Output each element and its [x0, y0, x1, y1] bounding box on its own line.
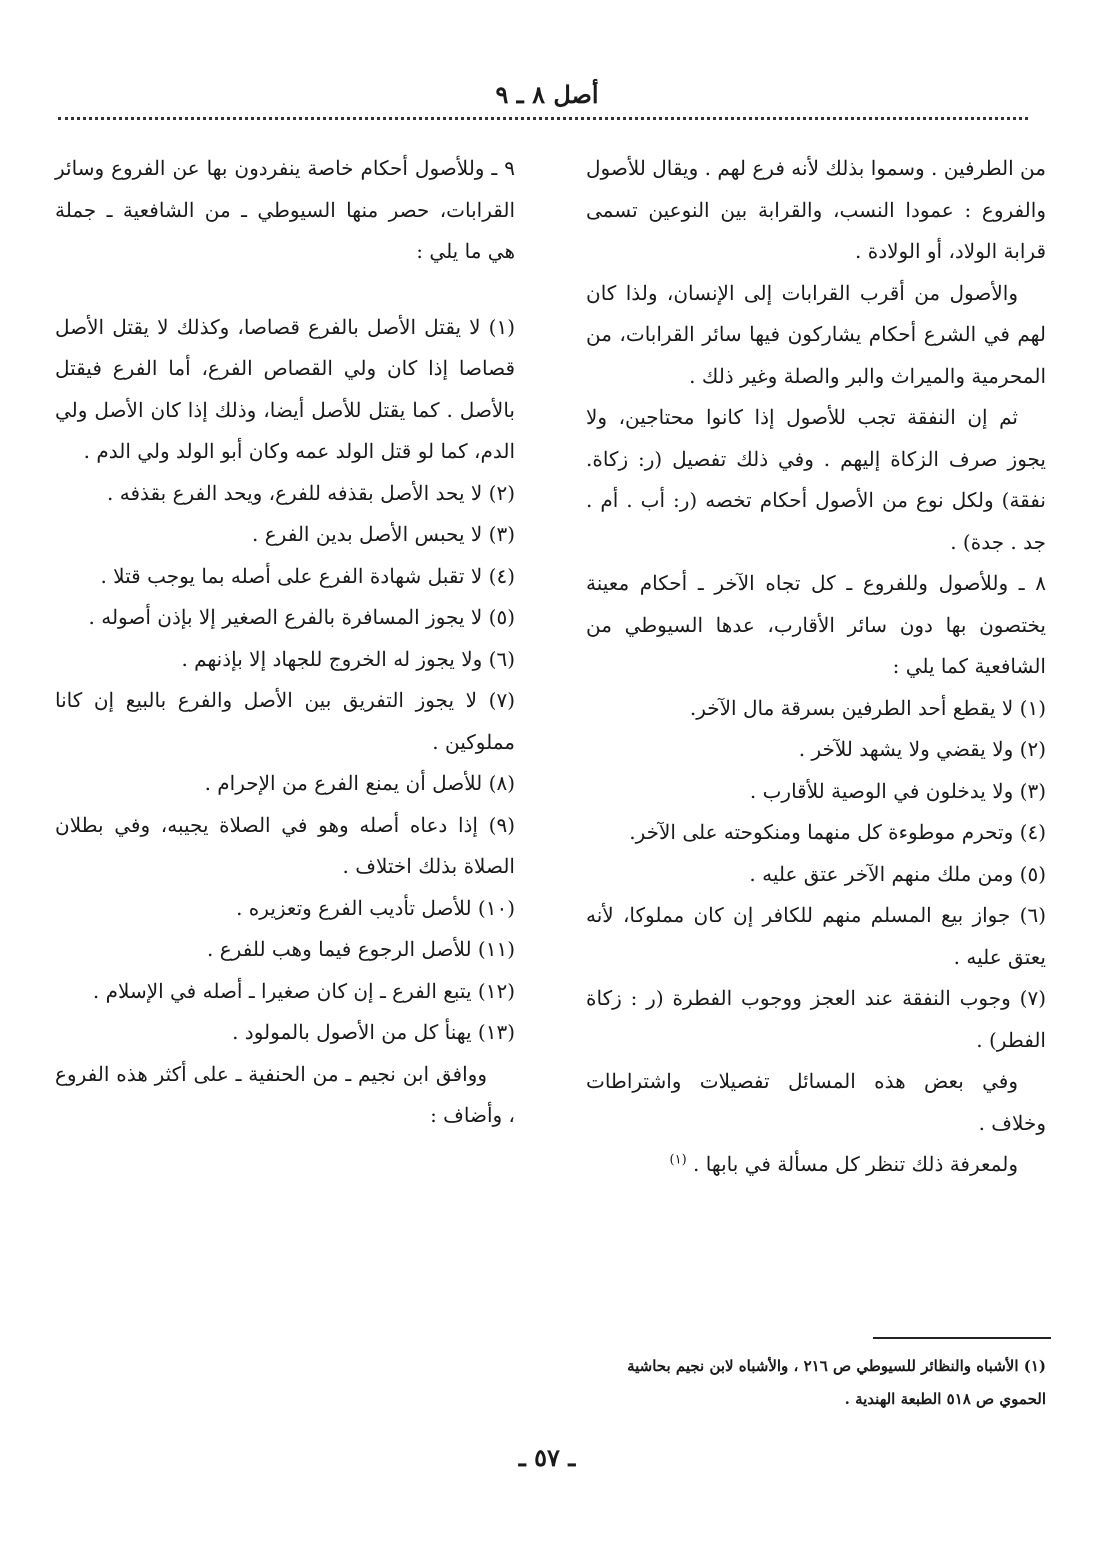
list-item: (٢) لا يحد الأصل بقذفه للفرع، ويحد الفرع بقذفه . — [107, 480, 515, 505]
list-item: (٤) وتحرم موطوءة كل منهما ومنكوحته على الآخر. — [629, 820, 1046, 844]
spacer — [55, 273, 515, 307]
running-header: أصل ٨ ـ ٩ — [495, 80, 599, 109]
footnote-rule — [873, 1337, 1051, 1339]
paragraph: من الطرفين . وسموا بذلك لأنه فرع لهم . ويقال للأصول والفروع : عمودا النسب، والقرابة بين النوعين تسمى قرابة الولاد، أو الولادة . — [586, 156, 1046, 263]
list-item: (٧) وجوب النفقة عند العجز ووجوب الفطرة (ر : زكاة الفطر) . — [586, 986, 1046, 1052]
list-item: (١٢) يتبع الفرع ـ إن كان صغيرا ـ أصله في الإسلام . — [92, 978, 515, 1003]
list-item: (٥) لا يجوز المسافرة بالفرع الصغير إلا بإذن أصوله . — [88, 605, 515, 629]
footnote: (١) الأشباه والنظائر للسيوطي ص ٢١٦ ، والأشباه لابن نجيم بحاشية الحموي ص ٥١٨ الطبعة الهندية . — [627, 1357, 1046, 1408]
list-item: (٥) ومن ملك منهم الآخر عتق عليه . — [749, 861, 1046, 886]
paragraph: ثم إن النفقة تجب للأصول إذا كانوا محتاجين، ولا يجوز صرف الزكاة إليهم . وفي ذلك تفصيل (ر: زكاة. نفقة) ولكل نوع من الأصول أحكام تخصه (ر: أب . أم . جد . جدة) . — [586, 405, 1046, 554]
list-item: (٨) للأصل أن يمنع الفرع من الإحرام . — [204, 771, 515, 795]
list-item: (١) لا يقتل الأصل بالفرع قصاصا، وكذلك لا يقتل الأصل قصاصا إذا كان ولي القصاص الفرع، أما الفرع فيقتل بالأصل . كما يقتل للأصل أيضا، وذلك إذا كان الأصل ولي الدم، كما لو قتل الولد عمه وكان أبو الولد ولي الدم . — [55, 314, 515, 463]
list-item: (٢) ولا يقضي ولا يشهد للآخر . — [798, 737, 1046, 761]
list-item: (٩) إذا دعاه أصله وهو في الصلاة يجيبه، وفي بطلان الصلاة بذلك اختلاف . — [55, 812, 515, 878]
paragraph: ووافق ابن نجيم ـ من الحنفية ـ على أكثر هذه الفروع ، وأضاف : — [55, 1061, 515, 1127]
list-item: (١١) للأصل الرجوع فيما وهب للفرع . — [207, 937, 515, 961]
page-number: ـ ٥٧ ـ — [518, 1443, 576, 1472]
left-column — [55, 148, 515, 1137]
list-item: (٦) ولا يجوز له الخروج للجهاد إلا بإذنهم . — [181, 646, 515, 671]
list-item: (١٠) للأصل تأديب الفرع وتعزيره . — [236, 895, 515, 920]
footnote-marker: (١) — [669, 1152, 687, 1168]
list-item: (٦) جواز بيع المسلم منهم للكافر إن كان مملوكا، لأنه يعتق عليه . — [586, 903, 1046, 969]
paragraph-with-footnote — [586, 1144, 1046, 1186]
section-9-heading: ٩ ـ وللأصول أحكام خاصة ينفردون بها عن الفروع وسائر القرابات، حصر منها السيوطي ـ من الشافعية ـ جملة هي ما يلي : — [55, 156, 515, 263]
right-column — [586, 148, 1046, 1186]
list-item: (٤) لا تقبل شهادة الفرع على أصله بما يوجب قتلا . — [100, 563, 515, 588]
paragraph: وفي بعض هذه المسائل تفصيلات واشتراطات وخلاف . — [586, 1069, 1046, 1135]
section-8-heading: ٨ ـ وللأصول وللفروع ـ كل تجاه الآخر ـ أحكام معينة يختصون بها دون سائر الأقارب، عدها السيوطي من الشافعية كما يلي : — [586, 571, 1046, 678]
list-item: (٧) لا يجوز التفريق بين الأصل والفرع بالبيع إن كانا مملوكين . — [55, 688, 515, 754]
header-dotted-rule — [58, 117, 1028, 120]
list-item: (٣) لا يحبس الأصل بدين الفرع . — [252, 522, 515, 546]
paragraph: والأصول من أقرب القرابات إلى الإنسان، ولذا كان لهم في الشرع أحكام يشاركون فيها سائر القرابات، من المحرمية والميراث والبر والصلة وغير ذلك . — [586, 280, 1046, 388]
paragraph-text: ولمعرفة ذلك تنظر كل مسألة في بابها . — [693, 1152, 1018, 1176]
list-item: (١) لا يقطع أحد الطرفين بسرقة مال الآخر. — [689, 695, 1046, 720]
list-item: (٣) ولا يدخلون في الوصية للأقارب . — [749, 778, 1046, 803]
list-item: (١٣) يهنأ كل من الأصول بالمولود . — [232, 1020, 515, 1044]
